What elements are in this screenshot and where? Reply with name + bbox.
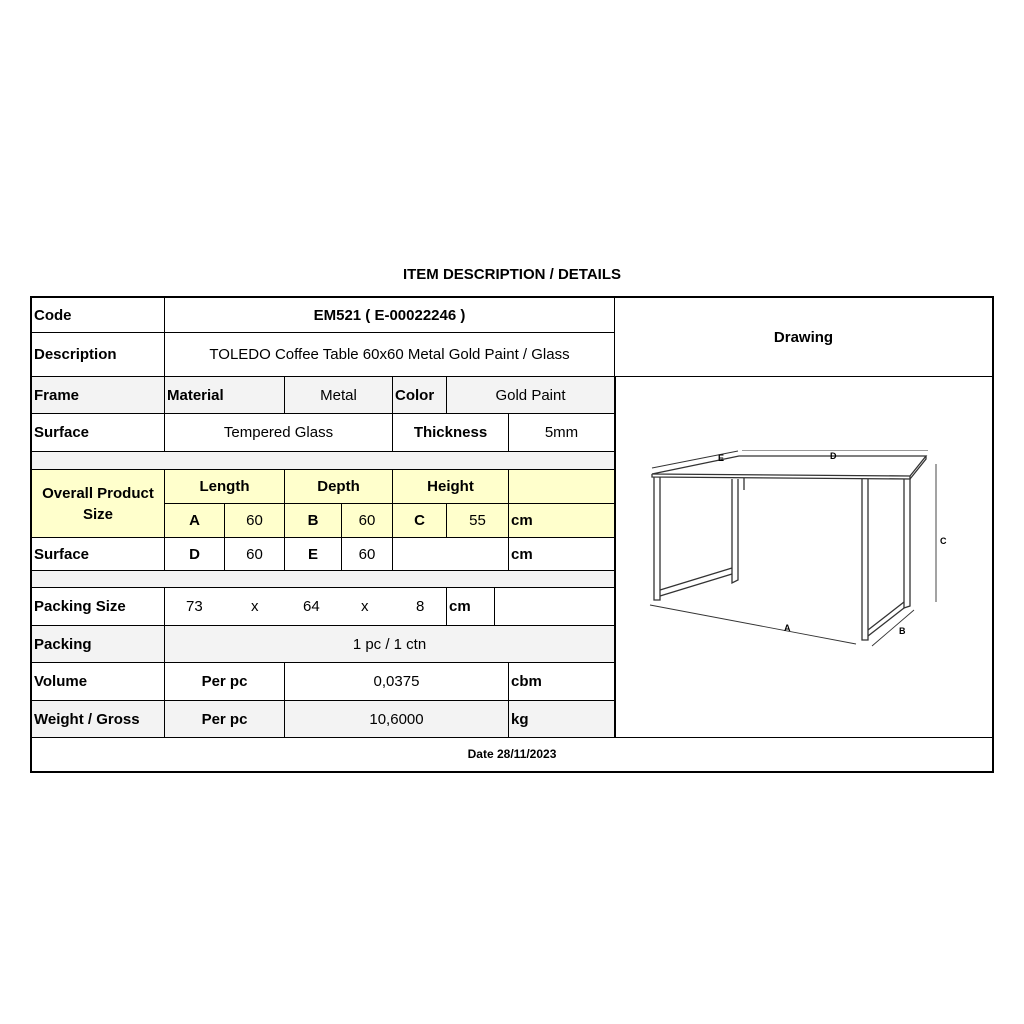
packing-size-label: Packing Size [32,588,165,626]
weight-label: Weight / Gross [32,701,165,738]
spacer-row [32,571,615,588]
weight-value: 10,6000 [285,701,509,738]
a-value: 60 [225,504,285,538]
c-label: C [393,504,447,538]
volume-unit: cbm [509,663,615,701]
e-label: E [285,538,342,571]
document-title: ITEM DESCRIPTION / DETAILS [402,266,622,283]
c-value: 55 [447,504,509,538]
volume-label: Volume [32,663,165,701]
thickness-label: Thickness [393,414,509,452]
dim-b-label: B [899,626,906,636]
b-value: 60 [342,504,393,538]
size-unit: cm [509,504,615,538]
thickness-value: 5mm [509,414,615,452]
surface-size-unit: cm [509,538,615,571]
table-outline [650,450,936,646]
d-label: D [165,538,225,571]
frame-label: Frame [32,377,165,414]
dim-a-label: A [784,623,791,633]
color-label: Color [393,377,447,414]
packing-length: 73 [186,598,203,615]
overall-size-label: Overall Product Size [32,470,165,538]
description-value: TOLEDO Coffee Table 60x60 Metal Gold Paint / Glass [165,333,615,377]
code-label: Code [32,298,165,333]
d-value: 60 [225,538,285,571]
e-value: 60 [342,538,393,571]
weight-unit: kg [509,701,615,738]
code-value: EM521 ( E-00022246 ) [165,298,615,333]
packing-height: 8 [416,598,425,615]
weight-per: Per pc [165,701,285,738]
surface-value: Tempered Glass [165,414,393,452]
surface-size-blank [393,538,509,571]
a-label: A [165,504,225,538]
packing-size-unit: cm [446,588,615,626]
packing-value: 1 pc / 1 ctn [165,626,615,663]
drawing-header: Drawing [615,298,992,377]
packing-x1: x [251,598,259,615]
volume-value: 0,0375 [285,663,509,701]
description-label: Description [32,333,165,377]
color-value: Gold Paint [447,377,615,414]
material-label: Material [165,377,285,414]
packing-width: 64 [303,598,320,615]
material-value: Metal [285,377,393,414]
volume-per: Per pc [165,663,285,701]
length-label: Length [165,470,285,504]
date-footer: Date 28/11/2023 [467,746,557,761]
surface-size-label: Surface [32,538,165,571]
size-header-blank [509,470,615,504]
depth-label: Depth [285,470,393,504]
b-label: B [285,504,342,538]
dim-e-label: E [718,453,725,463]
surface-label: Surface [32,414,165,452]
packing-x2: x [361,598,369,615]
packing-label: Packing [32,626,165,663]
dim-c-label: C [940,536,947,546]
spec-sheet [30,296,994,773]
height-label: Height [393,470,509,504]
table-drawing-icon [646,450,950,650]
dim-d-label: D [830,451,837,461]
spacer-row [32,452,615,470]
